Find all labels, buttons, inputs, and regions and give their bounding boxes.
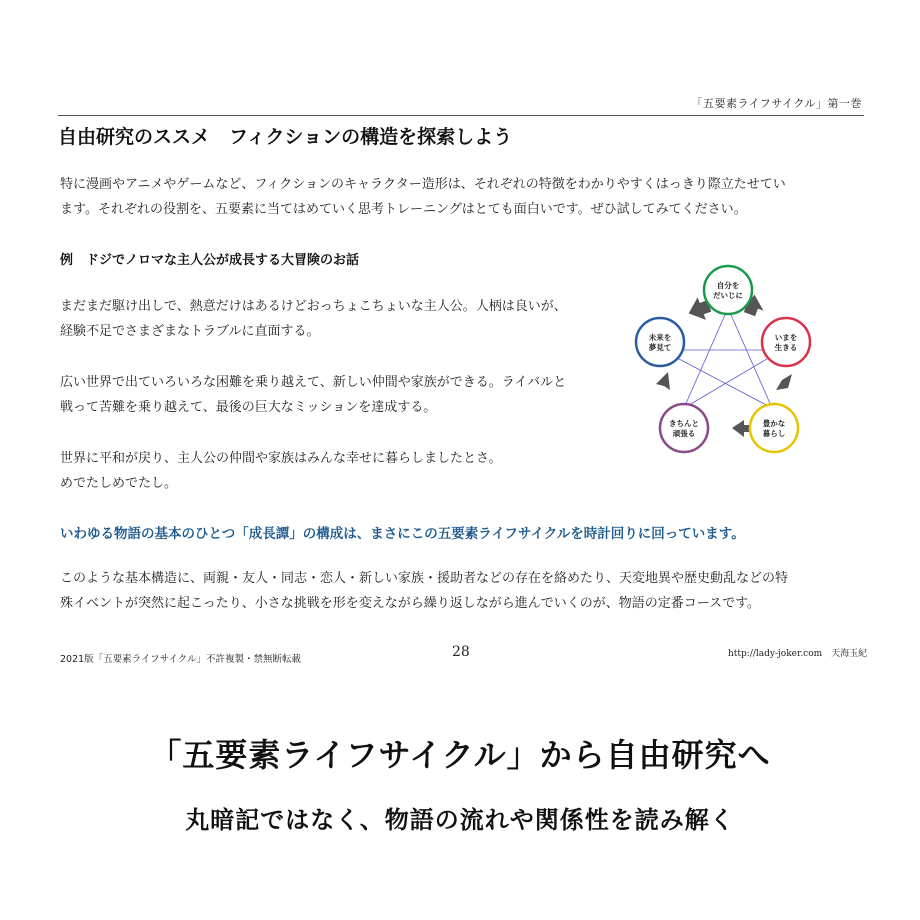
node-diligent [660,404,708,452]
series-label: 「五要素ライフサイクル」第一巻 [691,97,862,110]
node-ring [660,404,708,452]
cycle-arrow-icon [776,374,792,390]
star-lines [662,308,782,408]
page-title: 自由研究のススメ フィクションの構造を探索しよう [58,126,513,148]
footer-website: http://lady-joker.com 天海玉紀 [728,649,868,659]
cycle-arrow-icon [656,372,670,390]
story-paragraph-3 [60,446,620,496]
story-line: まだまだ駆け出しで、熱意だけはあるけどおっちょこちょいな主人公。人柄は良いが、 [60,299,567,314]
node-label: 豊かな [762,419,786,428]
closing-line: このような基本構造に、両親・友人・同志・恋人・新しい家族・援助者などの存在を絡めたり、天変地異や歴史動乱などの特 [60,571,789,586]
closing-line: 殊イベントが突然に起こったり、小さな挑戦を形を変えながら繰り返しながら進んでいくのが、物語の定番コースです。 [60,596,761,611]
star-line [684,308,728,408]
node-self [704,266,752,314]
five-element-cycle-diagram [632,258,812,458]
intro-line: 特に漫画やアニメやゲームなど、フィクションのキャラクター造形は、それぞれの特徴をわかりやすくはっきり際立たせてい [60,177,786,192]
node-label: 自分を [716,281,740,290]
story-line: 戦って苦難を乗り越えて、最後の巨大なミッションを達成する。 [60,400,437,415]
closing-paragraph [60,566,860,616]
node-ring [704,266,752,314]
node-future [636,318,684,366]
intro-line: ます。それぞれの役割を、五要素に当てはめていく思考トレーニングはとても面白いです。ぜひ試してみてください。 [60,202,747,217]
story-paragraph-2 [60,370,620,420]
node-label: 未来を [648,333,672,342]
node-label: だいじに [713,291,743,300]
page-number: 28 [452,644,470,660]
star-line [728,308,772,408]
story-line: 広い世界で出ていろいろな困難を乗り越えて、新しい仲間や家族ができる。ライバルと [60,375,567,390]
caption-subheadline: 丸暗記ではなく、物語の流れや関係性を読み解く [185,806,735,834]
node-label: いまを [774,333,798,342]
node-ring [750,404,798,452]
node-label: 暮らし [762,429,786,438]
story-line: 世界に平和が戻り、主人公の仲間や家族はみんな幸せに暮らしましたとさ。 [60,451,502,466]
node-ring [636,318,684,366]
node-label: 生きる [774,343,798,352]
node-label: 頑張る [672,429,696,438]
node-now [762,318,810,366]
highlight-sentence: いわゆる物語の基本のひとつ「成長譚」の構成は、まさにこの五要素ライフサイクルを時計回りに回っています。 [60,526,745,542]
header-rule [58,115,864,116]
node-ring [762,318,810,366]
footer-copyright: 2021版「五要素ライフサイクル」不許複製・禁無断転載 [60,654,301,665]
intro-paragraph [60,172,860,222]
node-label: きちんと [669,419,699,428]
caption-headline: 「五要素ライフサイクル」から自由研究へ [149,736,771,774]
node-rich [750,404,798,452]
story-paragraph-1 [60,294,620,344]
story-line: めでたしめでたし。 [60,476,178,491]
node-label: 夢見て [648,343,672,352]
example-heading: 例 ドジでノロマな主人公が成長する大冒険のお話 [60,253,360,268]
story-line: 経験不足でさまざまなトラブルに直面する。 [60,324,320,339]
